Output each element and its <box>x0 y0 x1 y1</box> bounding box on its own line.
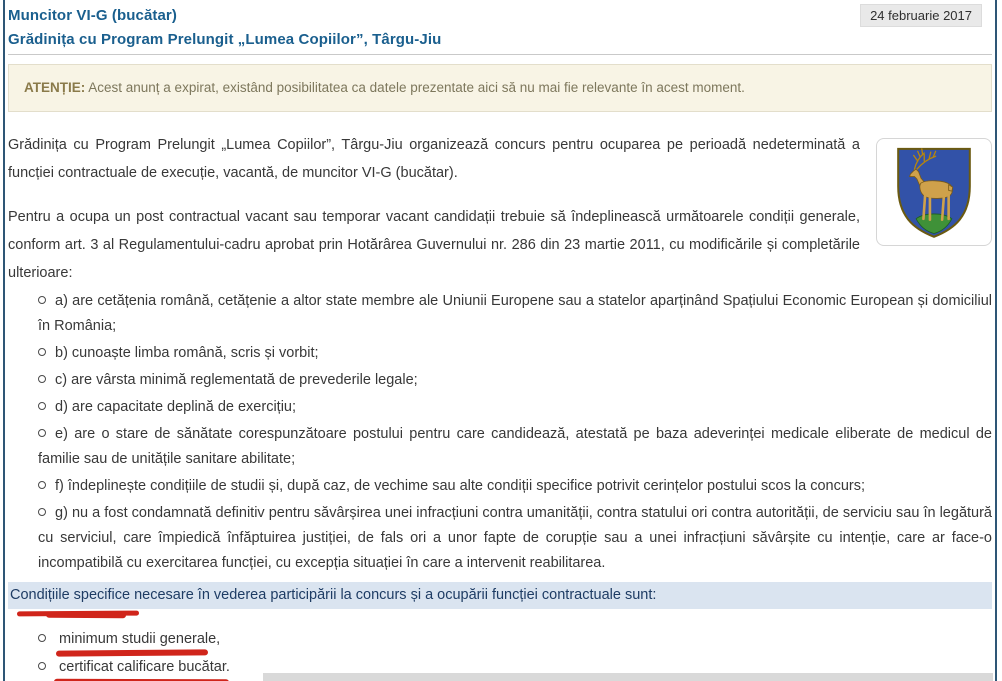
page-right-border <box>995 0 997 681</box>
red-underline-annotation <box>46 612 126 618</box>
condition-item-c: c) are vârsta minimă reglementată de prevederile legale; <box>38 368 992 393</box>
announcement-body <box>8 131 992 680</box>
red-underline-annotation <box>17 611 139 617</box>
condition-item-b: b) cunoaște limba română, scris și vorbit; <box>38 341 992 366</box>
institution-subtitle[interactable]: Grădinița cu Program Prelungit „Lumea Copiilor”, Târgu-Jiu <box>8 31 442 48</box>
condition-item-g: g) nu a fost condamnată definitiv pentru săvârșirea unei infracțiuni contra umanității, contra statului ori contra autorității, de serviciu sau în legătură cu serviciul, care împiedică înfăptuirea justiției, de fals ori a unor fapte de corupție sau a unei infracțiuni săvârșite cu intenție, care ar face-o incompatibilă cu exercitarea funcției, cu excepția situației în care a intervenit reabilitarea. <box>38 501 992 576</box>
specific-condition-studies-text: minimum studii generale, <box>59 631 221 647</box>
condition-item-f: f) îndeplinește condițiile de studii și, după caz, de vechime sau alte condiții specifice potrivit cerințelor postului scos la concurs; <box>38 474 992 499</box>
condition-item-e: e) are o stare de sănătate corespunzătoare postului pentru care candidează, atestată pe baza adeverinței medicale eliberate de medicul de familie sau de unitățile sanitare abilitate; <box>38 422 992 472</box>
heading-divider <box>8 54 992 55</box>
condition-item-a: a) are cetățenia română, cetățenie a altor state membre ale Uniunii Europene sau a statelor aparținând Spațiului Economic European și domiciliul în România; <box>38 289 992 339</box>
coat-of-arms-card <box>876 138 992 246</box>
condition-item-d: d) are capacitate deplină de exercițiu; <box>38 395 992 420</box>
general-conditions-paragraph: Pentru a ocupa un post contractual vacant sau temporar vacant candidații trebuie să îndeplinească următoarele condiții generale, conform art. 3 al Regulamentului-cadru aprobat prin Hotărârea Guvernului nr. 286 din 23 martie 2011, cu modificările și completările ulterioare: <box>8 209 860 281</box>
specific-condition-studies <box>38 626 992 652</box>
publish-date-badge: 24 februarie 2017 <box>860 4 982 27</box>
specific-conditions-list <box>8 626 992 680</box>
page-title[interactable]: Muncitor VI-G (bucătar) <box>8 7 177 24</box>
specific-conditions-heading <box>8 582 992 609</box>
next-section-edge <box>263 673 993 681</box>
general-conditions-list <box>8 289 992 576</box>
specific-conditions-heading-text: Condițiile specifice necesare în vederea participării la concurs și a ocupării funcției contractuale sunt: <box>10 587 657 603</box>
warning-text: Acest anunț a expirat, existând posibilitatea ca datele prezentate aici să nu mai fie relevante în acest moment. <box>85 80 745 95</box>
expired-warning-box <box>8 64 992 112</box>
page-content <box>8 0 992 681</box>
stag-coat-of-arms-icon <box>893 144 975 240</box>
intro-paragraph: Grădinița cu Program Prelungit „Lumea Copiilor”, Târgu-Jiu organizează concurs pentru ocuparea pe perioadă nedeterminată a funcției contractuale de execuție, vacantă, de muncitor VI-G (bucătar). <box>8 137 860 181</box>
warning-label: ATENȚIE: <box>24 80 86 95</box>
page-left-border <box>3 0 5 681</box>
specific-condition-certificate-text: certificat calificare bucătar. <box>59 659 230 675</box>
